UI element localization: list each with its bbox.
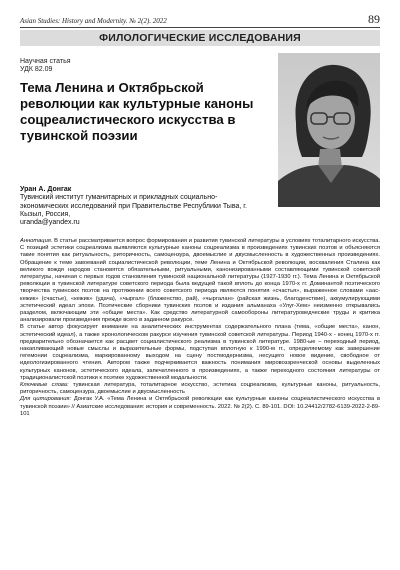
journal-title: Asian Studies: History and Modernity. № 2(2). 2022 (20, 17, 167, 25)
author-email[interactable]: uranda@yandex.ru (20, 219, 80, 227)
article-body (20, 238, 380, 418)
running-header (20, 12, 380, 27)
annotation-label: Аннотация. (20, 238, 53, 244)
author-photo (278, 53, 380, 207)
annotation-paragraph-2: В статье автор фокусирует внимание на аналитических инструментах содержательного плана (тема, «общие места», канон, эстетический идеал), а также хронологическом ракурсе изучения тувинской советской литературы. Период 1940-х - конец 1970-х гг. предварительно обозначается как расцвет социалистического реализма в тувинской литературе. 1980-ые – переходный период, накапливающий новые смыслы и выразительные формы, подступая вплотную к 1990-м гг., определяемому как завершение гегемонии соцреализма, маркированному выходом на сцену постмодернизма, несущего новое видение, свободное от идеологизированного чтения. Автором также подчеркивается важность понимания мировоззренческой основы выделенных культурных канонов, эстетического идеала, запечатленного в произведениях, а также переходного состояния литературы от традиционалистской поэтики к поэтике художественной модальности. (20, 324, 380, 381)
keywords-paragraph (20, 382, 380, 396)
citation-label: Для цитирования: (20, 396, 72, 403)
citation-paragraph (20, 396, 380, 418)
citation-text: Донгак У.А. «Тема Ленина и Октябрьской революции как культурные каноны соцреалистического искусства в тувинской поэзии» // Азиатские исследования: история и современность. 2022. № 2(2). С. 89-101. DOI: 10.24412/2782-6139-2022-2-89-101 (20, 396, 381, 417)
annotation-paragraph (20, 238, 380, 324)
section-band (20, 30, 380, 46)
keywords-label: Ключевые слова: (20, 382, 69, 389)
article-type: Научная статья (20, 58, 71, 65)
article-title: Тема Ленина и Октябрьской революции как культурные каноны соцреалистического искусства в тувинской поэзии (20, 80, 254, 143)
article-meta (20, 58, 71, 74)
author-affiliation-2: экономических исследований при Правительстве Республики Тыва, г. Кызыл, Россия, (20, 202, 247, 218)
header-rule (20, 27, 380, 28)
section-title: ФИЛОЛОГИЧЕСКИЕ ИССЛЕДОВАНИЯ (99, 32, 301, 44)
udc-code: УДК 82.09 (20, 66, 53, 73)
author-block (20, 186, 270, 227)
page-number: 89 (368, 12, 380, 26)
author-affiliation-1: Тувинский институт гуманитарных и прикладных социально- (20, 194, 218, 202)
author-name: Уран А. Донгак (20, 186, 72, 193)
keywords-text: тувинская литература, тоталитарное искусство, эстетика соцреализма, культурные каноны, ритуальность, риторичность, самоцензура, двоемыслие и двусмысленность (20, 382, 380, 396)
author-portrait-illustration (278, 53, 380, 207)
annotation-text: В статье рассматривается вопрос формирования и развития тувинской литературы в условиях тоталитарного искусства. С позиций эстетики соцреализма выявляются культурные каноны соцреализма в произведениях тувинских поэтов и объясняются такие понятия как ритуальность, риторичность, самоцензура, двоемыслие и двусмысленность в художественных произведениях. Обращение к теме завоеваний социалистической революции, теме Ленина и Октябрьской революции, восхваления Сталина как великого вождя народов становятся обязательными, ритуальными, канонизированными составляющими тувинской советской литературы, начиная с первых годов становления тувинской национальной литературы (1927-1930 гг.). Тема Ленина и Октябрьской революции в тувинской литературе советского периода была ведущей такой вплоть до конца 1970-х гг. Доминантой поэтического творчества тувинских поэтов на протяжении всего советского периода являются понятия «счастья», выраженное словами «аас-кежик» (счастье), «кежик» (удача), «чыргал» (блаженство, рай), «чыргалан» (райская жизнь, благоденствие), аккумулирующими эстетический идеал эпохи. Поэтические сборники тувинских поэтов и издания альманаха «Улуг-Хем» неизменно открывались разделом, включающим эти «общие места». Как средство литературной самообороны литературоведческие труды и критика анализировали произведения прежде всего в заданном ракурсе. (20, 238, 380, 324)
